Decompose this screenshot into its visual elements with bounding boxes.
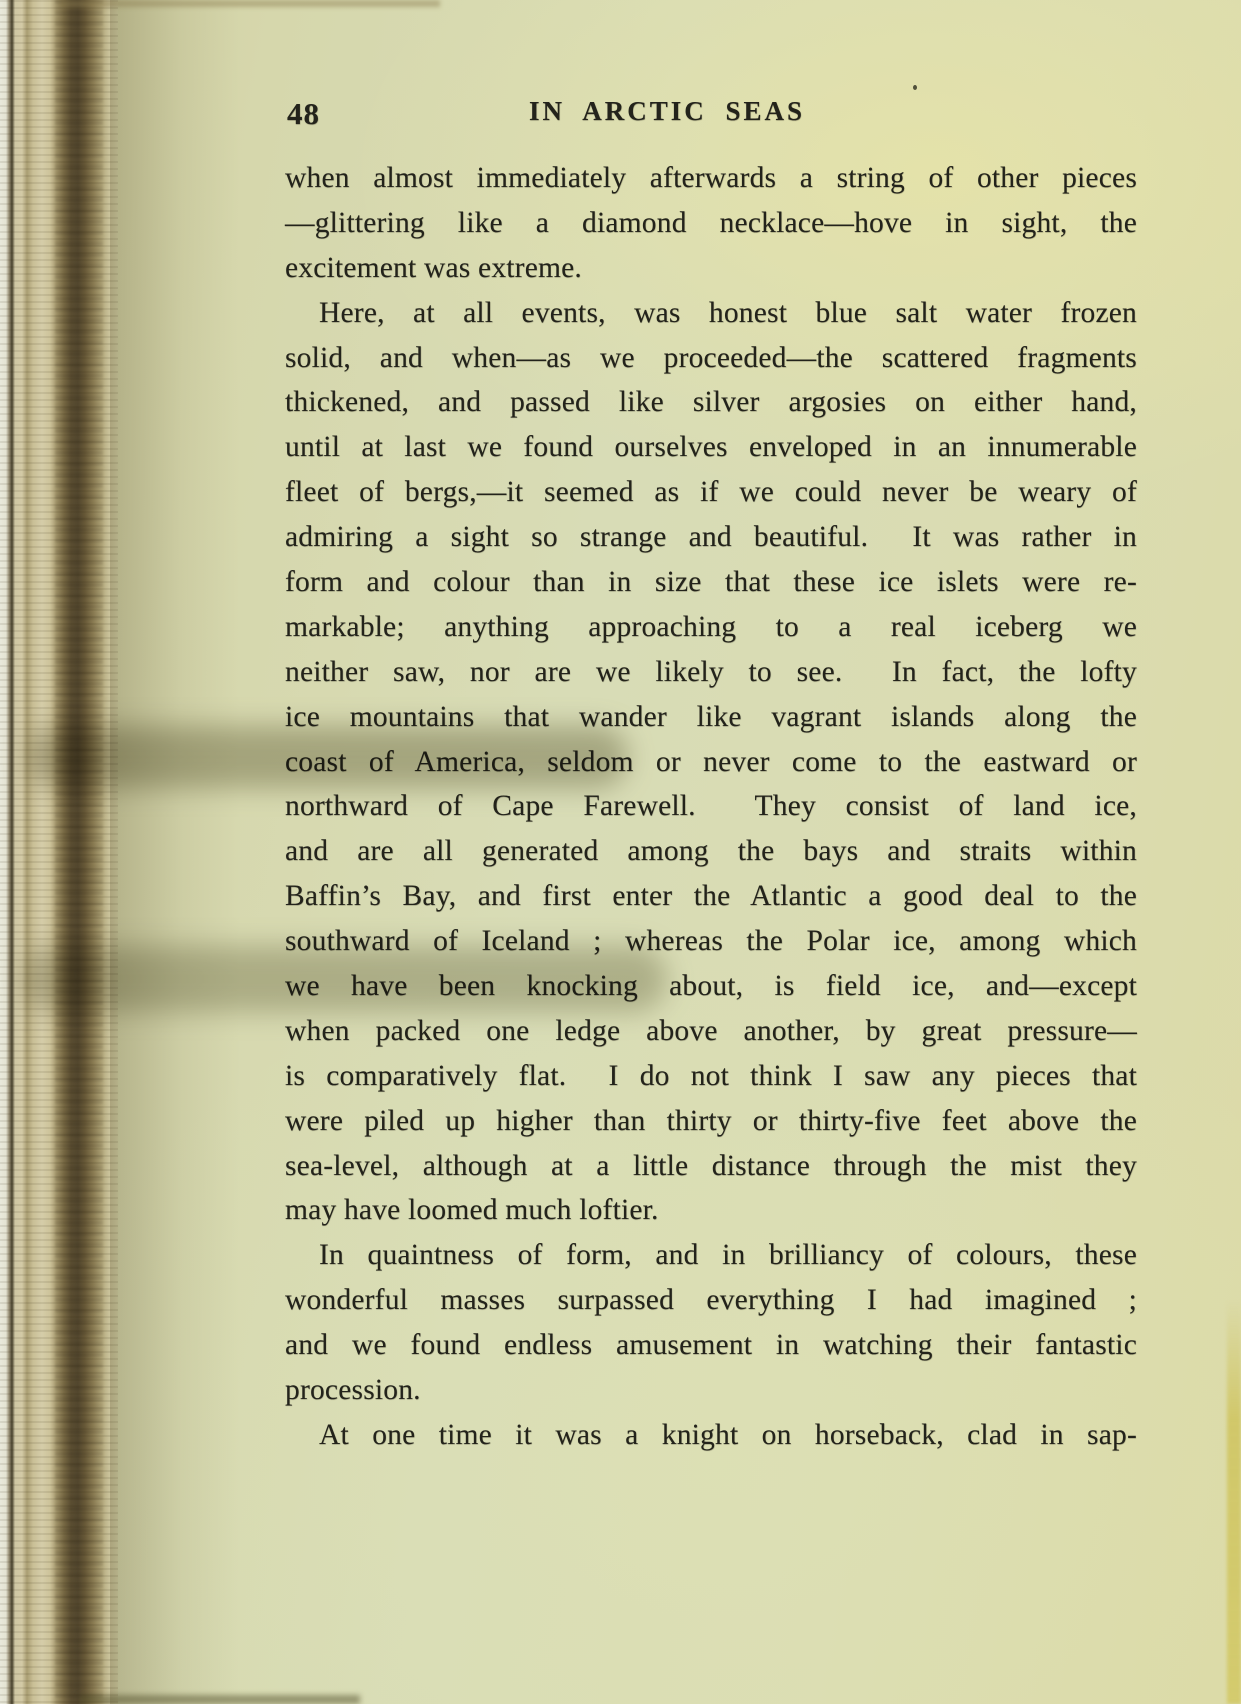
- text-line: markable; anything approaching to a real iceberg we: [285, 610, 1137, 643]
- text-line: At one time it was a knight on horseback, clad in sap-: [319, 1418, 1137, 1451]
- text-line: solid, and when—as we proceeded—the scattered fragments: [285, 341, 1137, 374]
- text-line: and are all generated among the bays and straits within: [285, 835, 1137, 868]
- text-line: neither saw, nor are we likely to see. In fact, the lofty: [285, 655, 1137, 688]
- text-line: until at last we found ourselves enveloped in an innumerable: [285, 431, 1137, 464]
- text-line: admiring a sight so strange and beautiful. It was rather in: [285, 521, 1137, 554]
- text-line: ice mountains that wander like vagrant islands along the: [285, 700, 1137, 733]
- scan-smudge: [28, 726, 628, 788]
- text-line: we have been knocking about, is field ice, and—except: [285, 970, 1137, 1003]
- text-line: and we found endless amusement in watching their fantastic: [285, 1329, 1137, 1362]
- right-page-edge: [1227, 1300, 1241, 1704]
- text-block: [285, 156, 1137, 1458]
- text-line: northward of Cape Farewell. They consist of land ice,: [285, 790, 1137, 823]
- text-line: thickened, and passed like silver argosies on either hand,: [285, 386, 1137, 419]
- page-edge-texture: [55, 0, 103, 1704]
- page-number: 48: [287, 96, 320, 131]
- bottom-page-edge: [80, 1695, 360, 1704]
- text-line: when almost immediately afterwards a string of other pieces: [285, 162, 1137, 194]
- text-line: southward of Iceland ; whereas the Polar ice, among which: [285, 925, 1137, 958]
- text-line: Baffin’s Bay, and first enter the Atlantic a good deal to the: [285, 880, 1137, 913]
- page-header: [285, 96, 1137, 140]
- text-line: In quaintness of form, and in brilliancy of colours, these: [319, 1239, 1137, 1272]
- text-line: were piled up higher than thirty or thirty-five feet above the: [285, 1104, 1137, 1137]
- scan-smudge: [22, 946, 667, 1012]
- text-line: —glittering like a diamond necklace—hove in sight, the: [285, 206, 1137, 239]
- ink-speck: [913, 85, 917, 90]
- gutter-shadow: [110, 0, 240, 1704]
- text-line: excitement was extreme.: [285, 251, 583, 284]
- text-line: fleet of bergs,—it seemed as if we could never be weary of: [285, 476, 1137, 509]
- text-line: coast of America, seldom or never come to the eastward or: [285, 745, 1137, 778]
- top-page-edge: [60, 0, 440, 7]
- text-line: may have loomed much loftier.: [285, 1194, 659, 1227]
- text-line: is comparatively flat. I do not think I saw any pieces that: [285, 1059, 1137, 1092]
- text-line: procession.: [285, 1374, 421, 1407]
- running-title: IN ARCTIC SEAS: [528, 96, 806, 126]
- text-line: Here, at all events, was honest blue salt water frozen: [319, 296, 1137, 329]
- text-line: sea-level, although at a little distance through the mist they: [285, 1149, 1137, 1182]
- text-line: when packed one ledge above another, by great pressure—: [285, 1014, 1137, 1047]
- text-line: wonderful masses surpassed everything I had imagined ;: [285, 1284, 1137, 1317]
- text-line: form and colour than in size that these ice islets were re-: [285, 566, 1137, 599]
